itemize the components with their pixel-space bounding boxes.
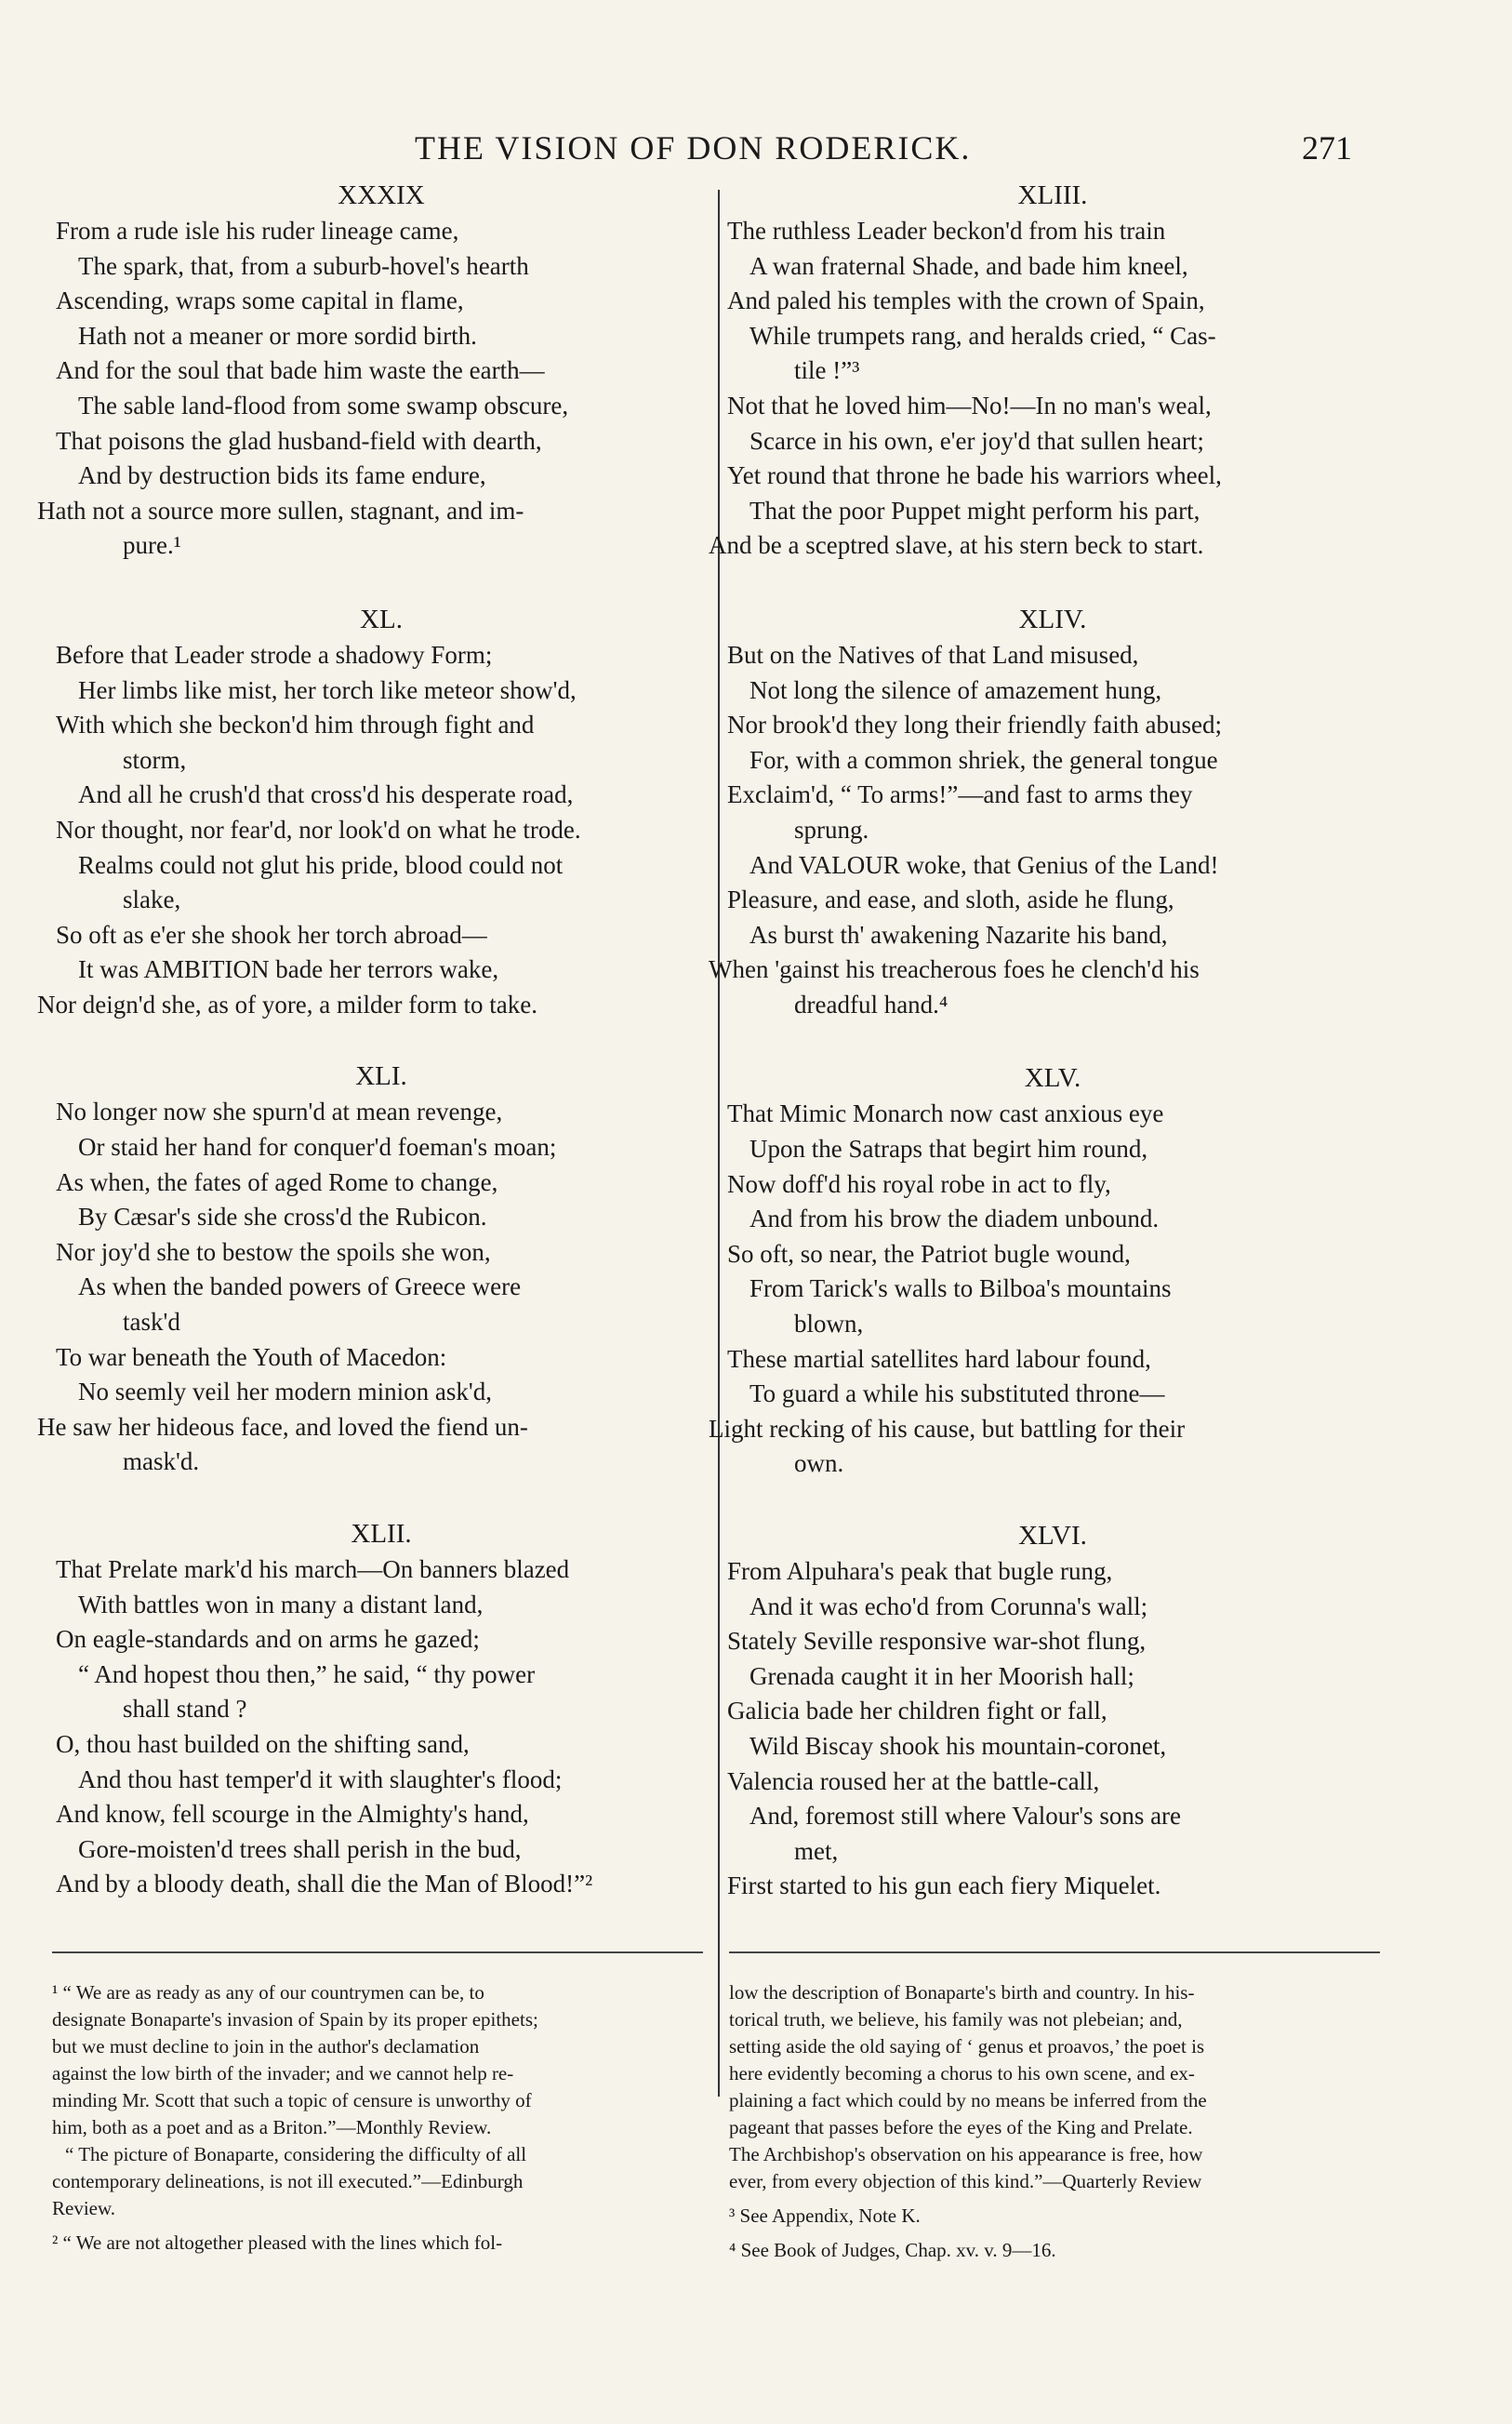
stanza-heading: XLV. bbox=[1024, 1063, 1081, 1094]
verse-line: tile !”³ bbox=[794, 356, 860, 385]
verse-line: Not long the silence of amazement hung, bbox=[749, 675, 1162, 704]
footnote-line: ² “ We are not altogether pleased with the lines which fol- bbox=[52, 2231, 503, 2254]
verse-line: For, with a common shriek, the general tongue bbox=[749, 745, 1218, 774]
footnotes-right bbox=[729, 1979, 1380, 2264]
footnote-rule-left bbox=[52, 1951, 703, 1953]
verse-line: The spark, that, from a suburb-hovel's hearth bbox=[78, 251, 529, 280]
verse-line: Yet round that throne he bade his warriors wheel, bbox=[727, 461, 1222, 490]
verse-line: With which she beckon'd him through fight and bbox=[56, 711, 535, 739]
verse-line: By Cæsar's side she cross'd the Rubicon. bbox=[78, 1203, 487, 1232]
footnote-line: torical truth, we believe, his family was not plebeian; and, bbox=[729, 2008, 1183, 2031]
stanza-heading: XLIII. bbox=[1017, 180, 1088, 210]
verse-line: As when the banded powers of Greece were bbox=[78, 1272, 522, 1301]
verse-line: O, thou hast builded on the shifting sand, bbox=[56, 1729, 470, 1758]
verse-line: First started to his gun each fiery Miquelet. bbox=[727, 1871, 1161, 1900]
footnote-line: The Archbishop's observation on his appearance is free, how bbox=[729, 2143, 1203, 2165]
stanza bbox=[709, 601, 1378, 1023]
verse-line: sprung. bbox=[794, 815, 869, 844]
verse-line: Galicia bade her children fight or fall, bbox=[727, 1697, 1107, 1725]
footnote-line: contemporary delineations, is not ill executed.”—Edinburgh bbox=[52, 2170, 524, 2192]
verse-line: Her limbs like mist, her torch like meteor show'd, bbox=[78, 675, 577, 704]
verse-line: Upon the Satraps that begirt him round, bbox=[749, 1135, 1148, 1164]
verse-line: Not that he loved him—No!—In no man's weal, bbox=[727, 391, 1212, 420]
verse-line: Stately Seville responsive war-shot flung, bbox=[727, 1627, 1147, 1656]
verse-line: And from his brow the diadem unbound. bbox=[749, 1205, 1160, 1233]
column-divider bbox=[718, 190, 720, 2097]
verse-line: And it was echo'd from Corunna's wall; bbox=[749, 1592, 1148, 1620]
verse-line: And, foremost still where Valour's sons are bbox=[749, 1802, 1182, 1831]
footnote-line: ³ See Appendix, Note K. bbox=[729, 2204, 921, 2227]
verse-line: As when, the fates of aged Rome to change, bbox=[56, 1167, 498, 1196]
verse-line: slake, bbox=[123, 886, 181, 914]
verse-line: Valencia roused her at the battle-call, bbox=[727, 1766, 1100, 1795]
verse-line: Hath not a meaner or more sordid birth. bbox=[78, 321, 477, 350]
stanza-heading: XXXIX bbox=[338, 180, 425, 210]
right-column bbox=[709, 177, 1378, 1904]
verse-line: And know, fell scourge in the Almighty's hand, bbox=[56, 1800, 529, 1829]
verse-line: On eagle-standards and on arms he gazed; bbox=[56, 1625, 480, 1654]
stanza bbox=[56, 1515, 707, 1902]
verse-line: met, bbox=[794, 1836, 839, 1865]
footnote-line: minding Mr. Scott that such a topic of censure is unworthy of bbox=[52, 2089, 532, 2111]
stanza-heading: XLI. bbox=[355, 1061, 407, 1092]
verse-line: Hath not a source more sullen, stagnant, and im- bbox=[37, 496, 524, 525]
verse-line: With battles won in many a distant land, bbox=[78, 1590, 484, 1618]
verse-line: So oft, so near, the Patriot bugle wound, bbox=[727, 1239, 1131, 1268]
verse-line: So oft as e'er she shook her torch abroad— bbox=[56, 920, 487, 949]
verse-line: From a rude isle his ruder lineage came, bbox=[56, 217, 459, 245]
page-number: 271 bbox=[1302, 129, 1352, 166]
footnote-line: setting aside the old saying of ‘ genus et proavos,’ the poet is bbox=[729, 2035, 1205, 2058]
verse-line: To war beneath the Youth of Macedon: bbox=[56, 1342, 447, 1371]
verse-line: And by a bloody death, shall die the Man of Blood!”² bbox=[56, 1870, 593, 1898]
verse-line: Now doff'd his royal robe in act to fly, bbox=[727, 1169, 1111, 1198]
verse-line: Scarce in his own, e'er joy'd that sullen heart; bbox=[749, 426, 1204, 455]
verse-line: No seemly veil her modern minion ask'd, bbox=[78, 1378, 493, 1406]
footnote-line: pageant that passes before the eyes of the King and Prelate. bbox=[729, 2116, 1193, 2138]
verse-line: storm, bbox=[123, 745, 187, 774]
stanza bbox=[37, 177, 707, 564]
footnote-line: here evidently becoming a chorus to his own scene, and ex- bbox=[729, 2062, 1195, 2084]
verse-line: Nor joy'd she to bestow the spoils she won, bbox=[56, 1237, 491, 1266]
verse-line: Light recking of his cause, but battling for their bbox=[709, 1414, 1186, 1443]
verse-line: Or staid her hand for conquer'd foeman's moan; bbox=[78, 1133, 557, 1162]
left-column bbox=[37, 177, 707, 1902]
verse-line: And paled his temples with the crown of Spain, bbox=[727, 286, 1205, 315]
footnote-line: ever, from every objection of this kind.”—Quarterly Review bbox=[729, 2170, 1202, 2192]
verse-line: Pleasure, and ease, and sloth, aside he flung, bbox=[727, 886, 1174, 914]
verse-line: That poisons the glad husband-field with dearth, bbox=[56, 426, 542, 455]
footnote-line: designate Bonaparte's invasion of Spain by its proper epithets; bbox=[52, 2008, 538, 2031]
stanza bbox=[709, 177, 1378, 564]
footnote-line: Review. bbox=[52, 2197, 116, 2219]
page-header bbox=[0, 128, 1512, 175]
verse-line: He saw her hideous face, and loved the fiend un- bbox=[37, 1412, 528, 1441]
verse-line: The ruthless Leader beckon'd from his train bbox=[727, 217, 1166, 245]
verse-line: mask'd. bbox=[123, 1447, 200, 1476]
verse-line: A wan fraternal Shade, and bade him kneel, bbox=[749, 251, 1188, 280]
verse-line: These martial satellites hard labour found, bbox=[727, 1344, 1151, 1373]
stanza bbox=[709, 1059, 1378, 1482]
verse-line: That Mimic Monarch now cast anxious eye bbox=[727, 1099, 1164, 1128]
stanza bbox=[37, 1058, 707, 1480]
verse-line: “ And hopest thou then,” he said, “ thy power bbox=[78, 1659, 536, 1688]
verse-line: And by destruction bids its fame endure, bbox=[78, 461, 486, 490]
verse-line: Nor brook'd they long their friendly faith abused; bbox=[727, 711, 1222, 739]
verse-line: When 'gainst his treacherous foes he clench'd his bbox=[709, 955, 1200, 984]
footnote-line: but we must decline to join in the author's declamation bbox=[52, 2035, 480, 2058]
footnote-line: ¹ “ We are as ready as any of our countrymen can be, to bbox=[52, 1981, 484, 2004]
stanza-heading: XLII. bbox=[351, 1519, 412, 1549]
stanza bbox=[37, 601, 707, 1023]
verse-line: And VALOUR woke, that Genius of the Land! bbox=[749, 850, 1219, 879]
verse-line: As burst th' awakening Nazarite his band, bbox=[749, 920, 1168, 949]
verse-line: pure.¹ bbox=[123, 531, 181, 560]
footnote-rule-right bbox=[729, 1951, 1380, 1953]
stanza-heading: XLIV. bbox=[1018, 604, 1087, 634]
footnote-line: against the low birth of the invader; and we cannot help re- bbox=[52, 2062, 514, 2084]
verse-line: dreadful hand.⁴ bbox=[794, 990, 948, 1019]
verse-line: But on the Natives of that Land misused, bbox=[727, 640, 1139, 669]
verse-line: That Prelate mark'd his march—On banners blazed bbox=[56, 1555, 570, 1583]
verse-line: And be a sceptred slave, at his stern beck to start. bbox=[709, 531, 1204, 560]
verse-line: Grenada caught it in her Moorish hall; bbox=[749, 1661, 1134, 1690]
verse-line: task'd bbox=[123, 1308, 180, 1337]
verse-line: Wild Biscay shook his mountain-coronet, bbox=[749, 1731, 1167, 1760]
footnote-line: plaining a fact which could by no means be inferred from the bbox=[729, 2089, 1207, 2111]
footnote-line: him, both as a poet and as a Briton.”—Monthly Review. bbox=[52, 2116, 492, 2138]
verse-line: Realms could not glut his pride, blood could not bbox=[78, 850, 564, 879]
verse-line: blown, bbox=[794, 1310, 864, 1339]
verse-line: Gore-moisten'd trees shall perish in the bud, bbox=[78, 1834, 522, 1863]
verse-line: And for the soul that bade him waste the earth— bbox=[56, 356, 545, 385]
verse-line: Nor thought, nor fear'd, nor look'd on what he trode. bbox=[56, 815, 581, 844]
verse-line: The sable land-flood from some swamp obscure, bbox=[78, 391, 569, 420]
verse-line: Before that Leader strode a shadowy Form; bbox=[56, 640, 493, 669]
verse-line: No longer now she spurn'd at mean revenge, bbox=[56, 1098, 503, 1126]
footnotes-left bbox=[52, 1979, 703, 2257]
verse-line: Ascending, wraps some capital in flame, bbox=[56, 286, 464, 315]
verse-line: shall stand ? bbox=[123, 1695, 247, 1724]
verse-line: It was AMBITION bade her terrors wake, bbox=[78, 955, 499, 984]
verse-line: From Tarick's walls to Bilboa's mountains bbox=[749, 1274, 1172, 1303]
footnote-line: “ The picture of Bonaparte, considering the difficulty of all bbox=[65, 2143, 527, 2165]
verse-line: Nor deign'd she, as of yore, a milder form to take. bbox=[37, 990, 537, 1019]
verse-line: own. bbox=[794, 1449, 844, 1478]
verse-line: That the poor Puppet might perform his part, bbox=[749, 496, 1200, 525]
stanza bbox=[727, 1517, 1378, 1904]
footnote-line: low the description of Bonaparte's birth and country. In his- bbox=[729, 1981, 1195, 2004]
verse-line: While trumpets rang, and heralds cried, “ Cas- bbox=[749, 321, 1216, 350]
verse-line: From Alpuhara's peak that bugle rung, bbox=[727, 1557, 1113, 1585]
running-title: THE VISION OF DON RODERICK. bbox=[415, 129, 972, 166]
stanza-heading: XLVI. bbox=[1018, 1521, 1087, 1551]
verse-line: Exclaim'd, “ To arms!”—and fast to arms they bbox=[727, 780, 1193, 809]
stanza-heading: XL. bbox=[360, 604, 403, 634]
verse-line: To guard a while his substituted throne— bbox=[749, 1379, 1165, 1408]
footnote-line: ⁴ See Book of Judges, Chap. xv. v. 9—16. bbox=[729, 2239, 1056, 2261]
verse-line: And all he crush'd that cross'd his desperate road, bbox=[78, 780, 574, 809]
verse-line: And thou hast temper'd it with slaughter's flood; bbox=[78, 1765, 563, 1793]
